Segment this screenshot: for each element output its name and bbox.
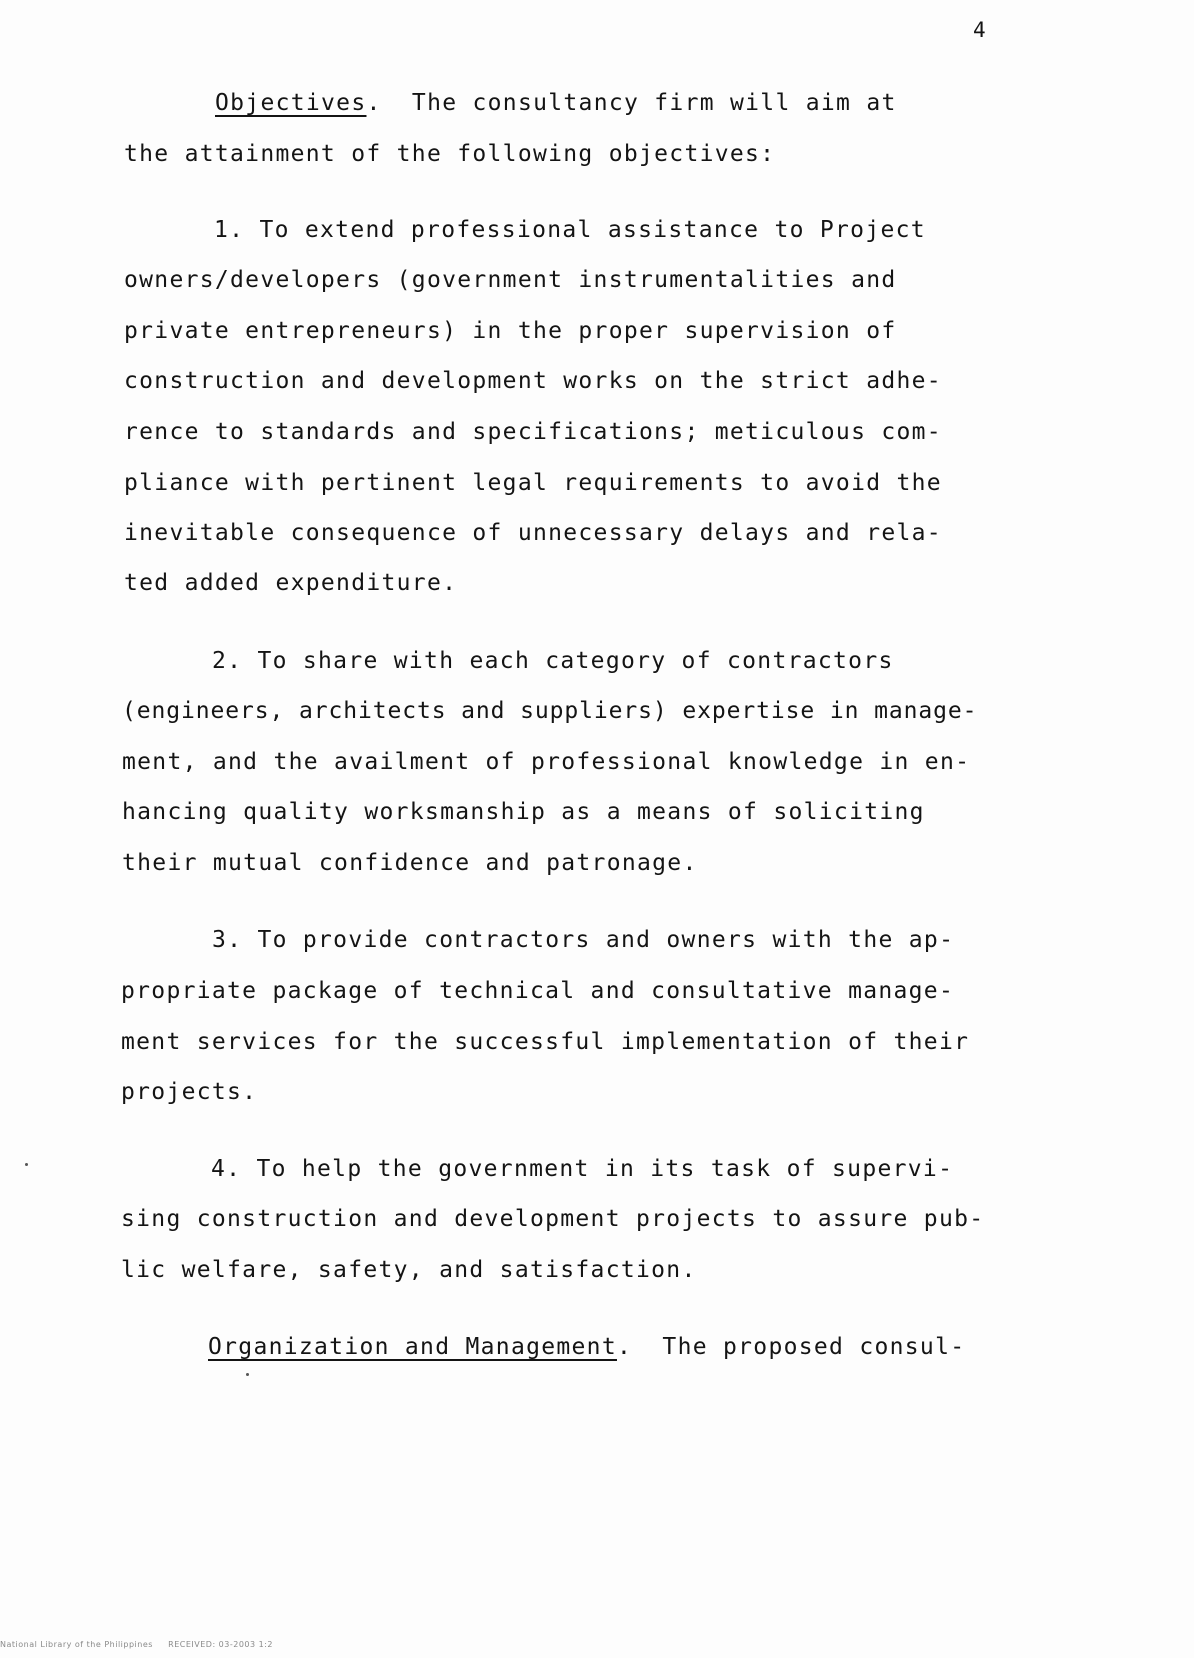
item2-line: (engineers, architects and suppliers) expertise in manage- <box>122 698 978 724</box>
item1-line: inevitable consequence of unnecessary delays and rela- <box>124 520 942 546</box>
item3-line: projects. <box>121 1079 258 1105</box>
organization-heading: Organization and Management <box>208 1334 617 1360</box>
item2-line: their mutual confidence and patronage. <box>122 850 698 876</box>
item1-line: ted added expenditure. <box>124 570 458 596</box>
page-number: 4 <box>973 18 986 42</box>
objectives-line-1 <box>215 88 897 118</box>
organization-line <box>208 1332 965 1362</box>
item4-line: sing construction and development projects to assure pub- <box>121 1206 985 1232</box>
item2-line: 2. To share with each category of contractors <box>212 648 894 674</box>
item1-line: private entrepreneurs) in the proper supervision of <box>124 318 897 344</box>
item1-line: pliance with pertinent legal requirements to avoid the <box>124 470 942 496</box>
objectives-line-2: the attainment of the following objectives: <box>124 141 776 167</box>
item1-line: rence to standards and specifications; meticulous com- <box>124 419 942 445</box>
item4-line: lic welfare, safety, and satisfaction. <box>121 1257 697 1283</box>
objectives-heading: Objectives <box>215 90 367 116</box>
organization-intro: . The proposed consul- <box>616 1334 966 1360</box>
item3-line: 3. To provide contractors and owners with the ap- <box>212 927 955 953</box>
scan-speck <box>25 1163 28 1166</box>
item1-line: construction and development works on the strict adhe- <box>124 368 942 394</box>
objectives-intro: . The consultancy firm will aim at <box>366 90 897 116</box>
scan-footer: National Library of the Philippines RECEIVED: 03-2003 1:2 <box>0 1640 274 1649</box>
item3-line: propriate package of technical and consultative manage- <box>121 978 955 1004</box>
item1-line: owners/developers (government instrumentalities and <box>124 267 897 293</box>
item3-line: ment services for the successful implementation of their <box>121 1029 970 1055</box>
item4-line: 4. To help the government in its task of supervi- <box>211 1156 954 1182</box>
scan-speck <box>246 1373 249 1376</box>
item2-line: hancing quality worksmanship as a means of soliciting <box>122 799 925 825</box>
item2-line: ment, and the availment of professional knowledge in en- <box>122 749 971 775</box>
item1-line: 1. To extend professional assistance to Project <box>214 217 926 243</box>
